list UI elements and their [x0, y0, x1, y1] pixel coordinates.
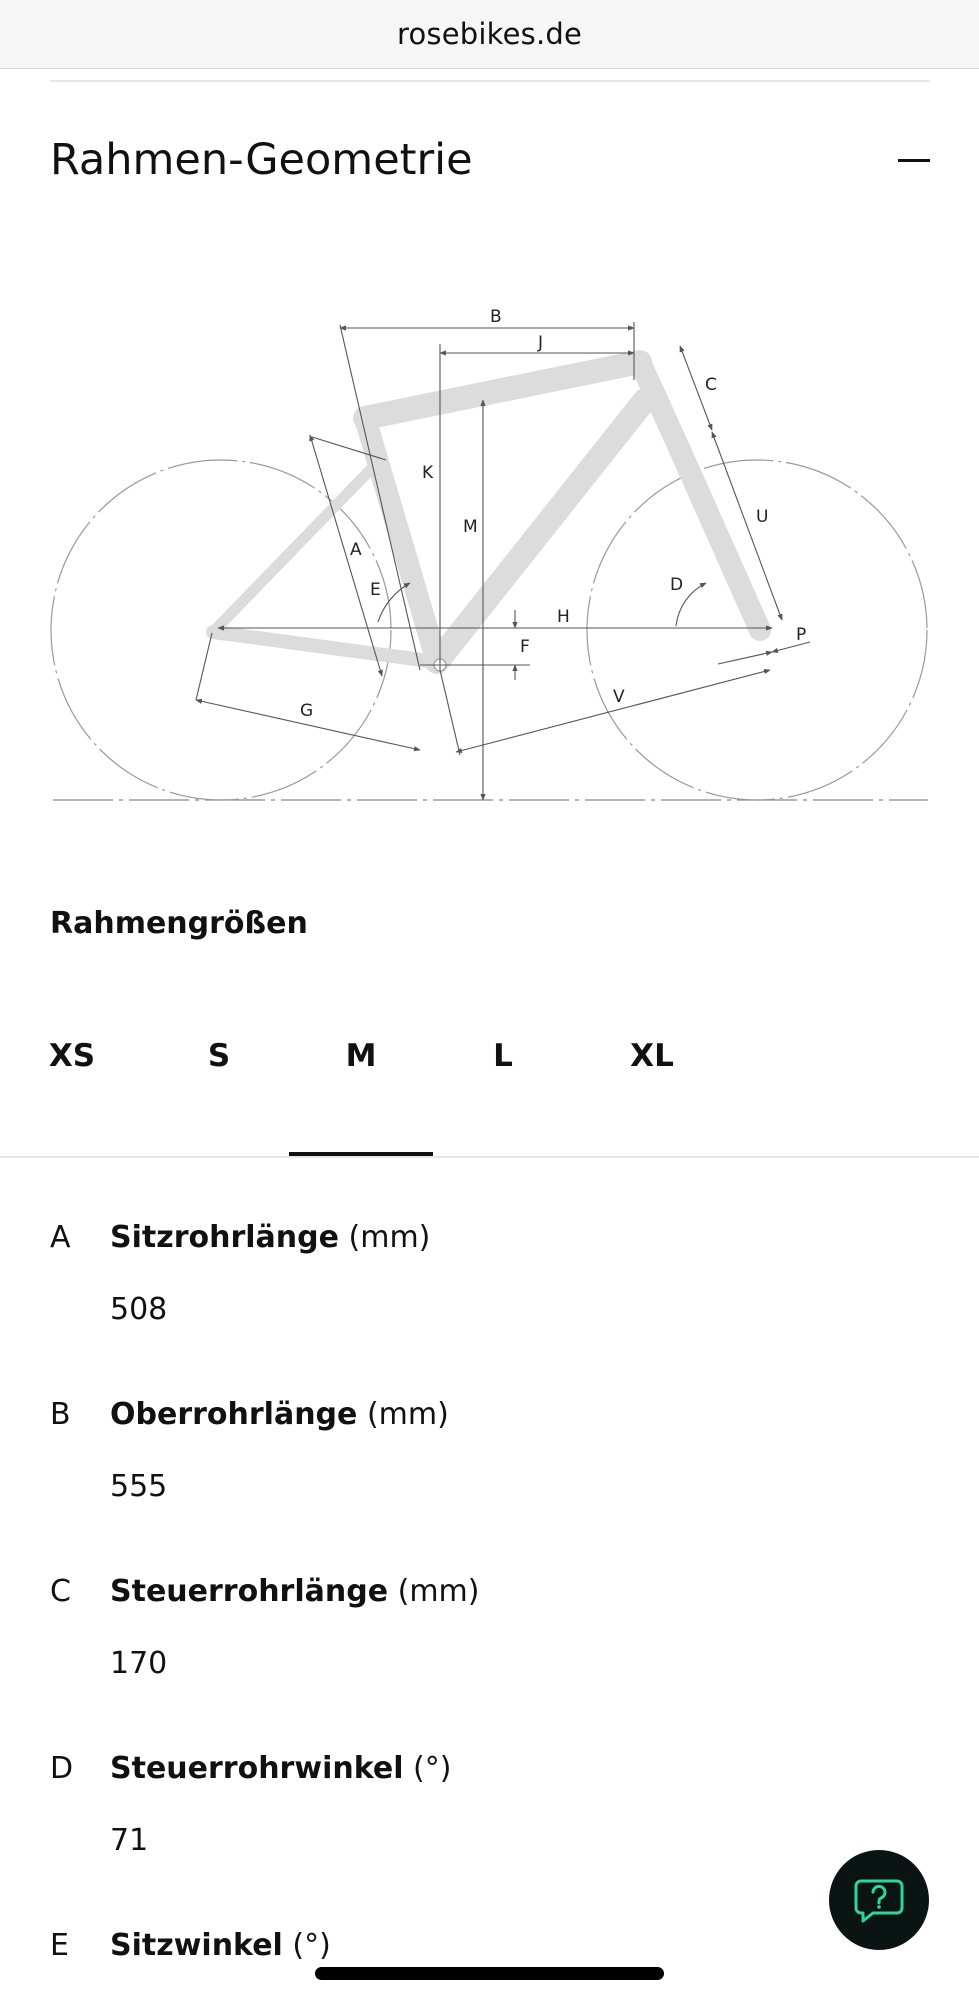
- label-a: A: [350, 540, 362, 560]
- spec-label: Oberrohrlänge: [110, 1397, 358, 1432]
- size-tab-xl[interactable]: XL: [630, 1038, 674, 1074]
- label-v: V: [613, 687, 625, 707]
- label-k: K: [422, 463, 434, 483]
- spec-unit: (mm): [397, 1574, 480, 1609]
- spec-letter: E: [50, 1928, 69, 1963]
- geometry-diagram: [0, 260, 979, 820]
- spec-value: 71: [110, 1823, 149, 1858]
- spec-item: [0, 1554, 979, 1731]
- spec-name: [110, 1574, 479, 1609]
- size-tab-xs[interactable]: XS: [48, 1038, 96, 1074]
- top-divider: [50, 80, 930, 82]
- help-chat-icon: [851, 1872, 907, 1928]
- help-chat-button[interactable]: [829, 1850, 929, 1950]
- spec-unit: (°): [413, 1751, 452, 1786]
- spec-name: [110, 1928, 331, 1963]
- spec-item: [0, 1377, 979, 1554]
- spec-item: [0, 1200, 979, 1377]
- label-e: E: [370, 580, 381, 600]
- label-h: H: [557, 607, 570, 627]
- spec-letter: B: [50, 1397, 71, 1432]
- spec-label: Sitzwinkel: [110, 1928, 283, 1963]
- spec-name: [110, 1220, 430, 1255]
- home-indicator: [315, 1967, 664, 1980]
- spec-letter: A: [50, 1220, 71, 1255]
- spec-letter: D: [50, 1751, 74, 1786]
- label-f: F: [520, 637, 530, 657]
- spec-label: Steuerrohrlänge: [110, 1574, 389, 1609]
- spec-label: Sitzrohrlänge: [110, 1220, 339, 1255]
- label-b: B: [490, 307, 502, 327]
- label-d: D: [670, 575, 684, 595]
- spec-name: [110, 1397, 449, 1432]
- spec-name: [110, 1751, 451, 1786]
- label-c: C: [705, 375, 717, 395]
- size-tab-s[interactable]: S: [207, 1038, 231, 1074]
- label-u: U: [756, 507, 769, 527]
- spec-letter: C: [50, 1574, 71, 1609]
- spec-value: 555: [110, 1469, 168, 1504]
- spec-unit: (mm): [366, 1397, 449, 1432]
- collapse-button[interactable]: [870, 130, 930, 190]
- size-tabs: [0, 1010, 979, 1158]
- frame-sizes-heading: Rahmengrößen: [50, 906, 308, 941]
- url-text: rosebikes.de: [396, 17, 583, 51]
- label-m: M: [463, 517, 478, 537]
- spec-unit: (mm): [348, 1220, 431, 1255]
- spec-unit: (°): [292, 1928, 331, 1963]
- minus-icon: [898, 159, 930, 162]
- size-tab-l[interactable]: L: [493, 1038, 513, 1074]
- geometry-section-header[interactable]: [50, 130, 930, 190]
- size-tab-m[interactable]: M: [289, 1010, 433, 1158]
- browser-url-bar[interactable]: [0, 0, 979, 69]
- label-j: J: [538, 333, 544, 353]
- section-title: Rahmen-Geometrie: [50, 135, 473, 185]
- spec-value: 170: [110, 1646, 168, 1681]
- label-p: P: [796, 625, 807, 645]
- spec-value: 508: [110, 1292, 168, 1327]
- tabs-divider: [0, 1156, 979, 1158]
- spec-item: [0, 1908, 979, 2000]
- label-g: G: [300, 701, 314, 721]
- spec-label: Steuerrohrwinkel: [110, 1751, 404, 1786]
